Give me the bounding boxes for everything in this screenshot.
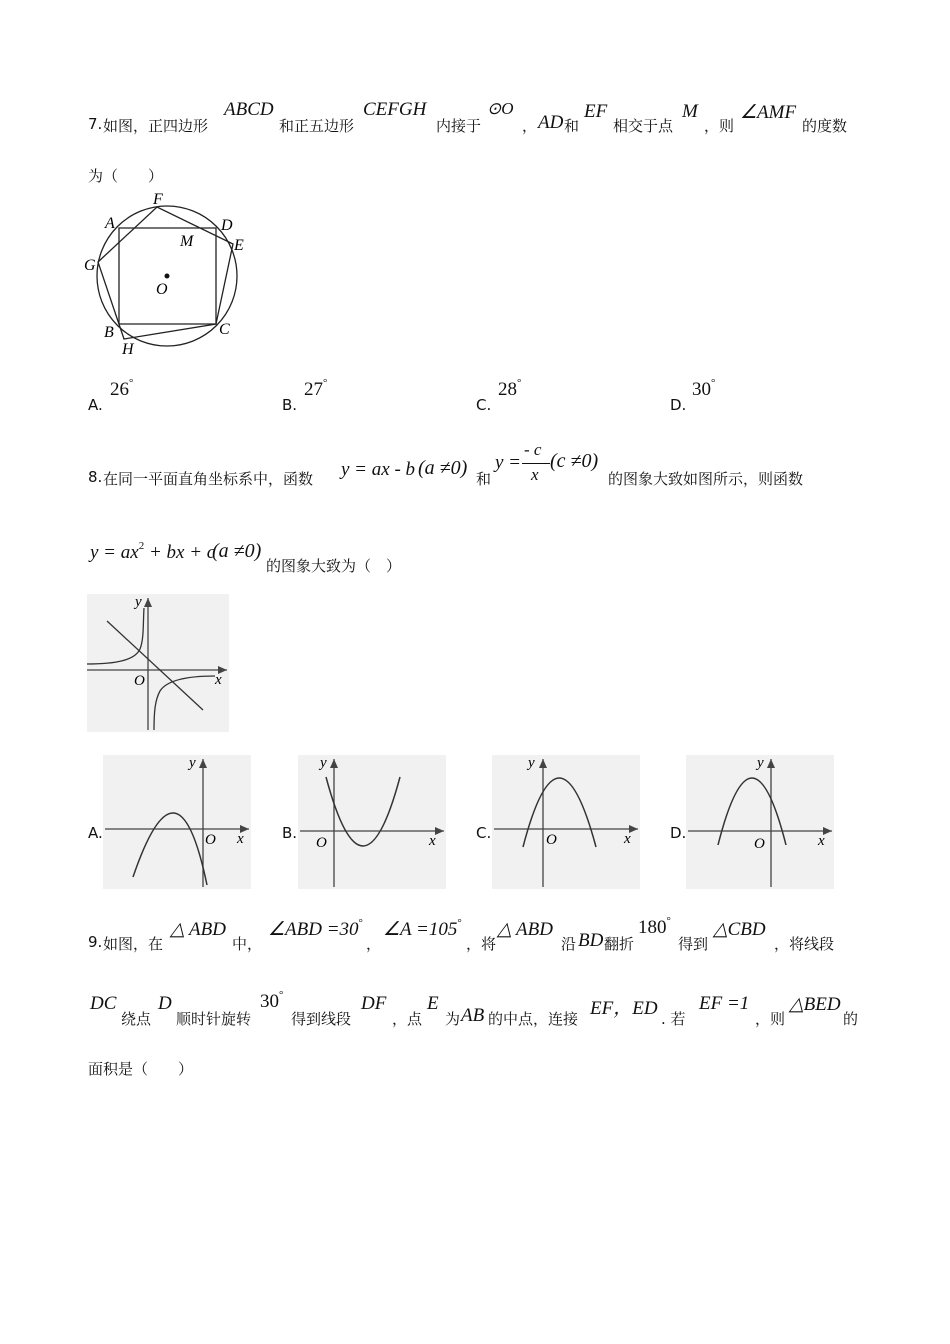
q8-func-3-cond: (a ≠0) xyxy=(212,540,262,562)
q8-given-graph xyxy=(87,594,229,732)
q9-triangle-abd: △ ABD xyxy=(170,919,226,940)
q8-c-y-label: y xyxy=(528,755,535,771)
q9-text-13: 的中点，连接 xyxy=(488,1010,579,1028)
q7-m: M xyxy=(682,101,698,122)
q8-option-d-graph[interactable] xyxy=(686,755,834,889)
q9-e: E xyxy=(427,993,439,1014)
q7-circle-o: ⊙O xyxy=(487,99,514,118)
q8-func-2-y: y = xyxy=(495,452,522,473)
q7-number: 7. xyxy=(88,115,103,133)
q7-label-b: B xyxy=(104,324,114,341)
q7-angle-amf: ∠AMF xyxy=(740,102,797,123)
q8-d-bg xyxy=(686,755,834,889)
q8-o-label: O xyxy=(134,673,145,689)
q8-func-2-numerator: - c xyxy=(524,440,542,459)
q7-text-1: 如图，正四边形 xyxy=(103,117,209,135)
q9-text-5: 翻折 xyxy=(604,935,635,953)
q8-c-bg xyxy=(492,755,640,889)
q9-180-deg: 180° xyxy=(638,915,671,938)
q8-b-y-label: y xyxy=(320,755,327,771)
q9-angle-a: ∠A =105° xyxy=(383,917,462,940)
q7-option-c-value[interactable]: 28° xyxy=(498,377,522,400)
q8-c-o-label: O xyxy=(546,832,557,848)
q9-number: 9. xyxy=(88,933,103,951)
q8-option-a-letter[interactable]: A. xyxy=(88,824,103,842)
q7-figure xyxy=(80,188,260,358)
q7-label-m: M xyxy=(180,233,194,250)
q8-text-2: 的图象大致如图所示，则函数 xyxy=(608,470,804,488)
q7-label-c: C xyxy=(219,321,230,338)
q7-label-d: D xyxy=(221,217,233,234)
q9-text-7: ，将线段 xyxy=(774,935,835,953)
q9-line3: 面积是（ ） xyxy=(88,1060,194,1078)
q7-abcd: ABCD xyxy=(224,99,274,120)
q9-text-1: 如图，在 xyxy=(103,935,164,953)
q8-and: 和 xyxy=(476,470,492,488)
q9-ab: AB xyxy=(461,1005,485,1026)
q7-line2: 为（ ） xyxy=(88,167,164,185)
q8-func-2-denominator: x xyxy=(531,465,539,484)
q9-text-6: 得到 xyxy=(678,935,709,953)
q8-a-bg xyxy=(103,755,251,889)
q7-option-b-letter[interactable]: B. xyxy=(282,396,298,414)
q9-df: DF xyxy=(361,993,387,1014)
q9-text-11: ，点 xyxy=(392,1010,423,1028)
q9-text-14: . 若 xyxy=(661,1010,686,1028)
q7-text-6: 的度数 xyxy=(802,117,848,135)
q7-label-a: A xyxy=(105,215,115,232)
q7-option-b-value[interactable]: 27° xyxy=(304,377,328,400)
q7-label-o: O xyxy=(156,281,168,298)
q8-number: 8. xyxy=(88,468,103,486)
q9-text-12: 为 xyxy=(445,1010,461,1028)
q7-text-2: 和正五边形 xyxy=(279,117,355,135)
q8-option-a-graph[interactable] xyxy=(103,755,251,889)
q7-text-3: 内接于 xyxy=(436,117,482,135)
q7-option-d-letter[interactable]: D. xyxy=(670,396,687,414)
q9-text-8: 绕点 xyxy=(121,1010,152,1028)
q9-text-9: 顺时针旋转 xyxy=(176,1010,252,1028)
q8-option-b-letter[interactable]: B. xyxy=(282,824,298,842)
q7-center-dot xyxy=(165,274,170,279)
q8-a-x-label: x xyxy=(237,831,244,847)
q9-d: D xyxy=(158,993,172,1014)
q9-text-3: ，将 xyxy=(466,935,497,953)
q9-triangle-cbd: △CBD xyxy=(713,919,766,940)
q7-label-e: E xyxy=(234,237,244,254)
q8-func-1: y = ax - b xyxy=(341,459,416,480)
q9-triangle-bed: △BED xyxy=(789,994,841,1015)
q8-x-label: x xyxy=(215,672,222,688)
q9-text-4: 沿 xyxy=(561,935,577,953)
q9-sep: ， xyxy=(366,935,382,953)
q7-ad: AD xyxy=(538,112,564,133)
q8-b-x-label: x xyxy=(429,833,436,849)
q7-comma: ， xyxy=(522,117,538,135)
q7-label-g: G xyxy=(84,257,96,274)
q9-text-16: 的 xyxy=(843,1010,859,1028)
q7-cefgh: CEFGH xyxy=(363,99,427,120)
q8-option-c-graph[interactable] xyxy=(492,755,640,889)
q9-text-2: 中， xyxy=(232,935,263,953)
q8-option-c-letter[interactable]: C. xyxy=(476,824,492,842)
q7-ef: EF xyxy=(584,101,608,122)
q8-text-3: 的图象大致为（ ） xyxy=(266,557,402,575)
q9-ef-eq-1: EF =1 xyxy=(699,993,750,1014)
q8-a-o-label: O xyxy=(205,832,216,848)
q8-b-bg xyxy=(298,755,446,889)
q8-d-o-label: O xyxy=(754,836,765,852)
q9-text-10: 得到线段 xyxy=(291,1010,352,1028)
q8-func-2-cond: (c ≠0) xyxy=(550,450,599,472)
q7-option-a-letter[interactable]: A. xyxy=(88,396,103,414)
q9-30-deg: 30° xyxy=(260,989,284,1012)
q9-angle-abd: ∠ABD =30° xyxy=(268,917,363,940)
q9-bd: BD xyxy=(578,930,604,951)
q7-text-4: 相交于点 xyxy=(613,117,674,135)
q7-label-h: H xyxy=(122,341,134,358)
q8-a-y-label: y xyxy=(189,755,196,771)
q8-d-x-label: x xyxy=(818,833,825,849)
q7-text-5: ，则 xyxy=(704,117,735,135)
q7-option-c-letter[interactable]: C. xyxy=(476,396,492,414)
q8-c-x-label: x xyxy=(624,831,631,847)
q9-ef-ed: EF，ED xyxy=(590,998,658,1019)
q7-option-d-value[interactable]: 30° xyxy=(692,377,716,400)
q7-label-f: F xyxy=(153,191,163,208)
q8-option-b-graph[interactable] xyxy=(298,755,446,889)
q9-dc: DC xyxy=(90,993,117,1014)
q8-option-d-letter[interactable]: D. xyxy=(670,824,687,842)
q9-triangle-abd-2: △ ABD xyxy=(497,919,553,940)
q7-and: 和 xyxy=(564,117,580,135)
q8-func-1-cond: (a ≠0) xyxy=(418,457,468,479)
q8-d-y-label: y xyxy=(757,755,764,771)
q8-y-label: y xyxy=(135,594,142,610)
q8-b-o-label: O xyxy=(316,835,327,851)
q7-pentagon xyxy=(98,207,233,339)
q8-text-1: 在同一平面直角坐标系中，函数 xyxy=(103,470,314,488)
q8-fraction-bar xyxy=(522,463,550,464)
q9-text-15: ，则 xyxy=(755,1010,786,1028)
q7-option-a-value[interactable]: 26° xyxy=(110,377,134,400)
q8-func-3: $y = ax^2$ + bx + c xyxy=(90,540,216,563)
